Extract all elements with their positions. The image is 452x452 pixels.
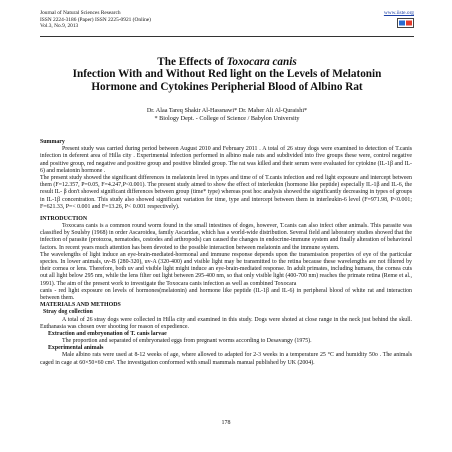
summary-paragraph-2: The present study showed the significant differences in melatonin level in types and time of of T.canis infection and red light exposure and intercept between them (F=12.357, P=0.05, F=4.247,P<0.001). The present study aimed to show the effect of interleukin (hormone like peptide) especially IL-1β and IL-6, the result IL- β don't showed significant differences between group (time* type) whereas post hoc analysis showed the significantly decreasing in types of groups in IL-1β concentration. This study also showed significant variation for time, type and intercept between them in interleukin-6 level (F=971.98, P<0.001; F=621.33, P=< 0.001 and F=13.26, P< 0.001 respectively). bbox=[40, 174, 412, 210]
title-line-1: The Effects of Toxocara canis bbox=[157, 56, 297, 68]
journal-issn: ISSN 2224-3186 (Paper) ISSN 2225-0921 (Online) bbox=[40, 16, 151, 23]
extraction-heading: Extraction and embryonation of T. canis larvae bbox=[48, 330, 167, 337]
methods-heading: MATERIALS AND METHODS bbox=[40, 302, 121, 309]
introduction-paragraph-1: Toxocara canis is a common round worm found in the small intestines of doges, however, T.canis can also infect other animals. This parasite was classified by Soulsby (1968) in order Ascaroidea, family Ascaridae, which has a world-wide distribution. Several field and laboratory studies showed that the infection of parasite (protozoa, nematodes, cestodes and arthropods) can caused the changes in endocrine-immune system and finally alteration of behavioral factors. In recent years much attention has been devoted to the possible interaction between melatonin and the immune system. bbox=[40, 223, 412, 251]
title-line-2: Infection With and Without Red light on the Levels of Melatonin bbox=[72, 68, 382, 81]
animals-paragraph: Male albino rats were used at 8-12 weeks of age, where allowed to adapted for 2-3 weeks in a temperature 25 °C and humidity 50o . The animals caged in cage at 60×50×60 cm². The investigation conformed with small mammals manual published by UK (2004). bbox=[40, 352, 412, 366]
journal-info bbox=[40, 10, 151, 30]
page-number: 178 bbox=[221, 420, 231, 426]
journal-site bbox=[384, 10, 414, 30]
journal-name: Journal of Natural Sciences Research bbox=[40, 10, 121, 16]
summary-heading: Summary bbox=[40, 139, 65, 145]
paper-title bbox=[40, 56, 414, 93]
introduction-paragraph-3: canis - red light exposure on levels of hormones(melatonin) and hormone like peptide (IL-1β and IL-6) in peripheral blood of white rat and interaction between them. bbox=[40, 287, 412, 301]
author-block bbox=[40, 107, 414, 123]
summary-paragraph-1: Present study was carried during period between August 2010 and February 2011 . A total of 26 stray dogs were examined to detection of T.canis infection in deferent area of Hilla city . Experimental infection performed in albino male rats and subdivided into five groups these were, control negative and positive group, red negative and positive group and positive blinded group. The rat was killed and their serum were evaluated for cytokine (IL-1β and IL-6) and melatonin hormone . bbox=[40, 146, 412, 174]
title-line-3: Hormone and Cytokines Peripherial Blood of Albino Rat bbox=[91, 80, 363, 93]
author-affiliation: * Biology Dept. - College of Science / Babylon University bbox=[154, 115, 300, 122]
website-link[interactable]: www.iiste.org bbox=[383, 10, 414, 16]
extraction-paragraph: The proportion and separated of embryonated eggs from pregnant worms according to Desavangy (1975). bbox=[62, 338, 312, 345]
journal-volume: Vol.3, No.9, 2013 bbox=[40, 23, 79, 30]
paper-body bbox=[40, 139, 412, 367]
header-rule bbox=[40, 36, 414, 37]
author-names: Dr. Alaa Tareq Shakir Al-Hassnawi* Dr. Maher Ali Al-Quraishi* bbox=[146, 107, 308, 114]
introduction-paragraph-2: The wavelengths of light induce an eye-brain-mediated-hormonal and immune response depends upon the transmission properties of eye of the particular species. In lower animals, uv-B (280-320), uv-A (320-400) and visible light may be transmitted to the retina because these wavelengths are not filtered by their cornea or lens. Therefore, both uv and visible light might induce an eye-brain-mediated response. In adult primates, including humans, the cornea cuts out all light below 295 nm, while the lens filter out light between 295-400 nm, so that only visible light (400-700 nm) reaches the primate retina (Reme et al., 1991). The aim of the present work to investigate the Toxocara canis infection as well as combined Toxocara bbox=[40, 251, 412, 287]
animals-heading: Experimental animals bbox=[48, 345, 104, 352]
stray-dog-paragraph: A total of 26 stray dogs were collected in Hilla city and examined in this study. Dogs were shoted at close range in the neck just behind the skull. Euthanasia was chosen over shooting for reason of expedience. bbox=[40, 316, 412, 330]
introduction-heading: INTRODUCTION bbox=[40, 215, 88, 222]
iiste-logo-icon bbox=[397, 18, 414, 28]
stray-dog-heading: Stray dog collection bbox=[43, 309, 93, 316]
